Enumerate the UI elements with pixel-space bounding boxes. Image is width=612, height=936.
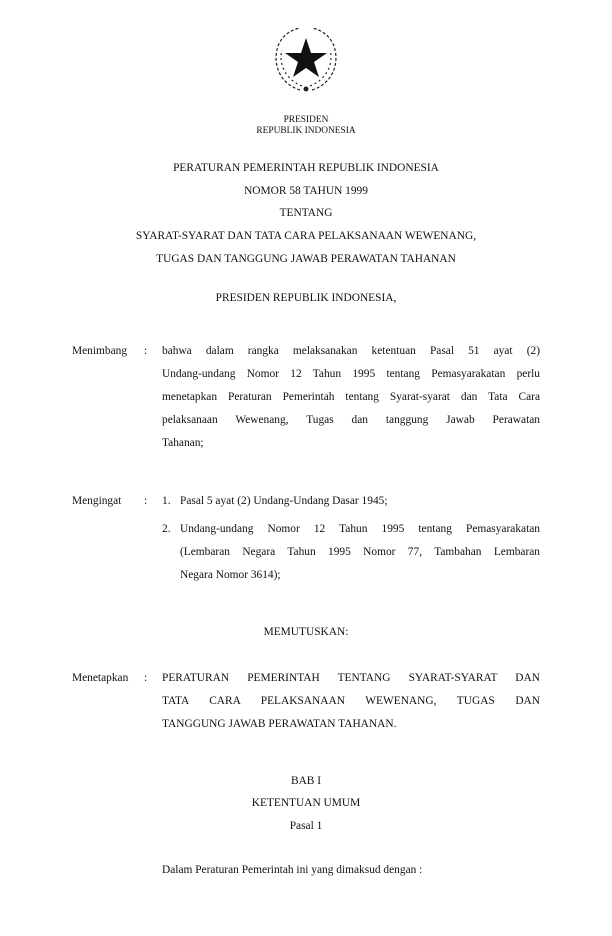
mengingat-item: Negara Nomor 3614); <box>180 569 281 581</box>
list-number: 1. <box>162 495 171 507</box>
pasal-intro: Dalam Peraturan Pemerintah ini yang dimaksud dengan : <box>162 864 423 876</box>
title-line: TUGAS DAN TANGGUNG JAWAB PERAWATAN TAHANAN <box>156 253 456 265</box>
pasal-heading: Pasal 1 <box>289 820 323 832</box>
president-heading: PRESIDEN REPUBLIK INDONESIA, <box>215 292 397 304</box>
menimbang-line: menetapkan Peraturan Pemerintah tentang Syarat-syarat dan Tata Cara <box>162 391 540 403</box>
menimbang-line: pelaksanaan Wewenang, Tugas dan tanggung Jawab Perawatan <box>162 414 540 426</box>
menimbang-line: Tahanan; <box>162 437 204 449</box>
menimbang-line: bahwa dalam rangka melaksanakan ketentuan Pasal 51 ayat (2) <box>162 345 540 357</box>
menimbang-label: Menimbang <box>72 345 128 357</box>
menetapkan-line: TATA CARA PELAKSANAAN WEWENANG, TUGAS DAN <box>162 695 540 707</box>
title-line: TENTANG <box>279 207 333 219</box>
header-republik: REPUBLIK INDONESIA <box>256 126 356 136</box>
title-line: SYARAT-SYARAT DAN TATA CARA PELAKSANAAN WEWENANG, <box>135 230 477 242</box>
mengingat-item: Pasal 5 ayat (2) Undang-Undang Dasar 1945; <box>180 495 388 507</box>
mengingat-label: Mengingat <box>72 495 122 507</box>
menetapkan-line: PERATURAN PEMERINTAH TENTANG SYARAT-SYARAT DAN <box>162 672 540 684</box>
list-number: 2. <box>162 523 171 535</box>
presidential-seal-icon <box>270 24 342 96</box>
bab-subtitle: KETENTUAN UMUM <box>251 797 361 809</box>
memutuskan-heading: MEMUTUSKAN: <box>263 626 349 638</box>
menimbang-line: Undang-undang Nomor 12 Tahun 1995 tentang Pemasyarakatan perlu <box>162 368 540 380</box>
header-presiden: PRESIDEN <box>283 115 329 125</box>
title-line: PERATURAN PEMERINTAH REPUBLIK INDONESIA <box>173 162 439 174</box>
title-line: NOMOR 58 TAHUN 1999 <box>244 185 368 197</box>
menetapkan-label: Menetapkan <box>72 672 129 684</box>
mengingat-item: (Lembaran Negara Tahun 1995 Nomor 77, Tambahan Lembaran <box>180 546 540 558</box>
mengingat-item: Undang-undang Nomor 12 Tahun 1995 tentang Pemasyarakatan <box>180 523 540 535</box>
colon: : <box>144 495 148 507</box>
colon: : <box>144 672 148 684</box>
colon: : <box>144 345 148 357</box>
menetapkan-line: TANGGUNG JAWAB PERAWATAN TAHANAN. <box>162 718 397 730</box>
bab-title: BAB I <box>290 775 322 787</box>
